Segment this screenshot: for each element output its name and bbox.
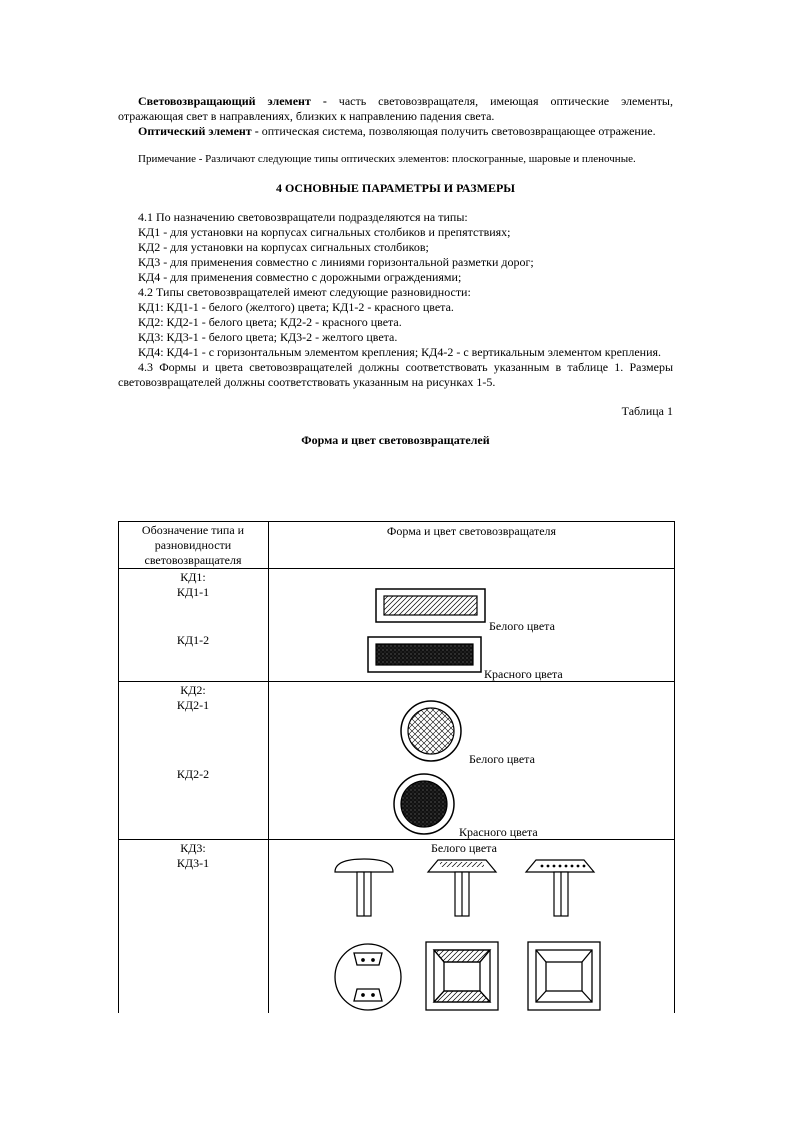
paragraph-line: 4.1 По назначению световозвращатели подразделяются на типы:: [138, 210, 468, 224]
definition-optical-element: Оптический элемент - оптическая система, позволяющая получить световозвращающее отражение.: [138, 124, 656, 138]
kd3-top-view-round-icon: [335, 944, 401, 1010]
row-kd3-sub1: КД3-1: [176, 856, 210, 870]
kd1-red-rectangle-icon: [368, 637, 481, 672]
definition-retroreflective-element: Световозвращающий элемент - часть световозвращателя, имеющая оптические элементы, отражающая свет в направлениях, близких к направлению падения света.: [118, 94, 673, 123]
kd3-top-view-square-plain-icon: [528, 942, 600, 1010]
table-number: Таблица 1: [621, 404, 673, 418]
kd3-side-view-rounded-icon: [335, 859, 393, 916]
kd2-red-circle-icon: [394, 774, 454, 834]
paragraph-line: КД2: КД2-1 - белого цвета; КД2-2 - красного цвета.: [138, 315, 402, 329]
kd3-white-label: Белого цвета: [431, 841, 497, 855]
paragraph-line: КД1 - для установки на корпусах сигнальных столбиков и препятствиях;: [138, 225, 511, 239]
document-body: [118, 94, 673, 448]
kd2-white-label: Белого цвета: [469, 752, 535, 766]
paragraph-line: КД4 - для применения совместно с дорожными ограждениями;: [138, 270, 462, 284]
kd1-white-rectangle-icon: [376, 589, 485, 622]
kd3-top-view-square-icon: [426, 942, 498, 1010]
paragraph-line: КД3 - для применения совместно с линиями горизонтальной разметки дорог;: [138, 255, 534, 269]
note: Примечание - Различают следующие типы оптических элементов: плоскогранные, шаровые и пленочные.: [138, 153, 636, 165]
section-title: 4 ОСНОВНЫЕ ПАРАМЕТРЫ И РАЗМЕРЫ: [275, 181, 516, 195]
col2-header: Форма и цвет световозвращателя: [386, 524, 557, 538]
row-kd2-sub1: КД2-1: [176, 698, 210, 712]
kd2-white-circle-icon: [401, 701, 461, 761]
table-1: [118, 521, 675, 1013]
paragraph-line: КД4: КД4-1 - с горизонтальным элементом крепления; КД4-2 - с вертикальным элементом крепления.: [138, 345, 662, 359]
kd2-red-label: Красного цвета: [459, 825, 538, 839]
row-kd1-type: КД1:: [180, 570, 206, 584]
kd1-white-label: Белого цвета: [489, 619, 555, 633]
paragraph-line: 4.2 Типы световозвращателей имеют следующие разновидности:: [138, 285, 471, 299]
row-kd1-sub2: КД1-2: [176, 633, 210, 647]
row-kd3-type: КД3:: [180, 841, 206, 855]
row-kd2-sub2: КД2-2: [176, 767, 210, 781]
table-title: Форма и цвет световозвращателей: [301, 433, 490, 447]
kd3-side-view-dotted-icon: [526, 860, 594, 916]
paragraph-line: КД3: КД3-1 - белого цвета; КД3-2 - желтого цвета.: [138, 330, 398, 344]
kd3-side-view-trapezoid-icon: [428, 860, 496, 916]
paragraph-line: 4.3 Формы и цвета световозвращателей должны соответствовать указанным в таблице 1. Размеры световозвращателей должны соответствовать указанным на рисунках 1-5.: [118, 360, 673, 389]
row-kd2-type: КД2:: [180, 683, 206, 697]
col1-header: Обозначение типа и разновидности световозвращателя: [141, 523, 245, 567]
kd1-red-label: Красного цвета: [484, 667, 563, 681]
row-kd1-sub1: КД1-1: [176, 585, 210, 599]
paragraph-line: КД2 - для установки на корпусах сигнальных столбиков;: [138, 240, 429, 254]
paragraph-line: КД1: КД1-1 - белого (желтого) цвета; КД1-2 - красного цвета.: [138, 300, 454, 314]
